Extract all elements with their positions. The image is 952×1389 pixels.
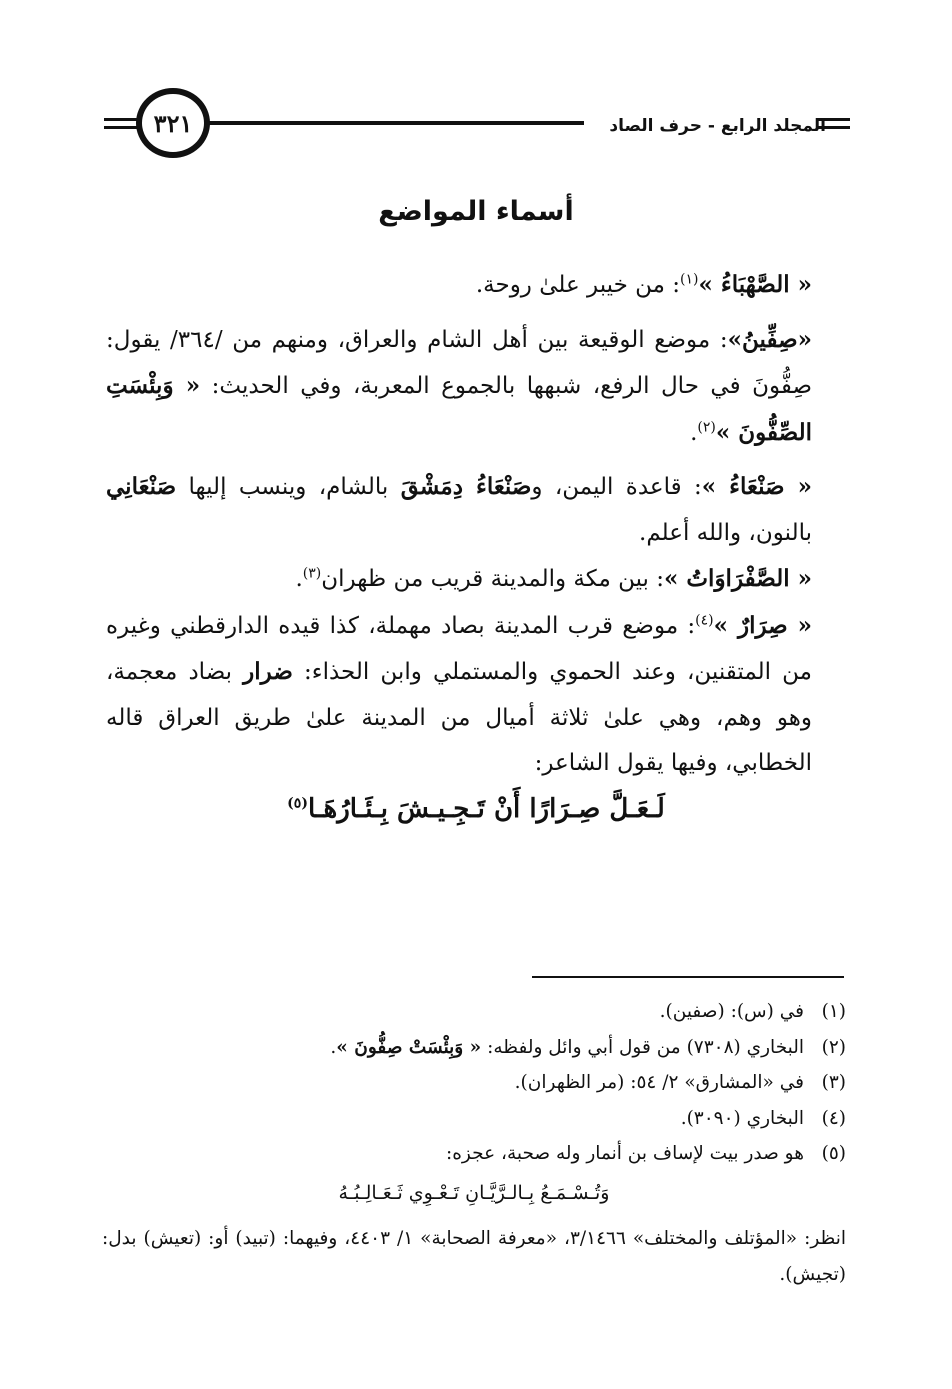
- page-number: ٣٢١: [136, 88, 210, 158]
- footnote-item: (٣)في «المشارق» ٢/ ٥٤: (مر الظهران).: [514, 1072, 846, 1093]
- entry-term: «صِفِّينُ»: [727, 325, 812, 353]
- header-rule-center: [204, 121, 584, 125]
- footnote-separator: [532, 976, 844, 978]
- entry-sirar: « صِرَارٌ »$^{(٤)}$: موضع قرب المدينة بصاد مهملة، كذا قيده الدارقطني وغيره من المتقنين، وعند الحموي والمستملي وابن الحذاء: ضرار بضاد معجمة، وهو وهم، وهي علىٰ ثلاثة أميال من المدينة علىٰ طريق العراق قاله الخطابي، وفيها يقول الشاعر:: [106, 611, 813, 776]
- entry-term: « الصَّفْرَاوَاتُ »: [664, 565, 812, 592]
- page-header: [0, 88, 952, 158]
- hadith-quote: « وَبِئْسَتِ الصِّفُّونَ »: [106, 372, 812, 446]
- footnote-ref[interactable]: (٢): [697, 418, 716, 435]
- entry-siffin: «صِفِّينُ»: موضع الوقيعة بين أهل الشام والعراق، ومنهم من /٣٦٤/ يقول: صِفُّونَ في حال الرفع، شبهها بالجموع المعربة، وفي الحديث: « وَبِئْسَتِ الصِّفُّونَ »$^{(٢)}$.: [106, 325, 813, 446]
- footnote-ref[interactable]: (٥): [287, 794, 308, 811]
- main-text: [106, 262, 846, 832]
- section-title: أسماء المواضع: [378, 196, 574, 227]
- footnote-ref[interactable]: (٣): [302, 565, 322, 582]
- footnote-item: (٢)البخاري (٧٣٠٨) من قول أبي وائل ولفظه: « وَبِئْسَتْ صِفُّونَ ».: [330, 1036, 846, 1058]
- footnote-item: (١)في (س): (صفين).: [659, 1001, 846, 1022]
- entry-term: « صَنْعَاءُ »: [701, 473, 812, 500]
- entry-safrawat: « الصَّفْرَاوَاتُ »: بين مكة والمدينة قريب من ظهران$^{(٣)}$.: [295, 565, 812, 592]
- footnote-ref[interactable]: (٤): [695, 611, 714, 628]
- entry-term: « صِرَارٌ »: [713, 611, 813, 639]
- footnotes: [102, 994, 846, 1292]
- footnote-item: (٥)هو صدر بيت لإساف بن أنمار وله صحبة، عجزه:: [446, 1143, 846, 1164]
- footnote-ref[interactable]: (١): [680, 271, 699, 288]
- footnote-item: (٤)البخاري (٣٠٩٠).: [680, 1107, 846, 1129]
- entry-sanaa: « صَنْعَاءُ »: قاعدة اليمن، وصَنْعَاءُ دِمَشْقَ بالشام، وينسب إليها صَنْعَانِي بالنون، والله أعلم.: [106, 473, 812, 546]
- entry-term: « الصَّهْبَاءُ »: [698, 271, 812, 298]
- entry-sahba: « الصَّهْبَاءُ »$^{(١)}$: من خيبر علىٰ روحة.: [475, 271, 812, 298]
- poem-verse: لَـعَـلَّ صِـرَارًا أَنْ تَـجِـيـشَ بِـئَـارُهَـا$^{(٥)}$: [287, 793, 665, 824]
- footnote-continuation: انظر: «المؤتلف والمختلف» ٣/١٤٦٦، «معرفة الصحابة» ١/ ٤٤٠٣، وفيهما: (تبيد) أو: (تعيش) بدل: (تجيش).: [102, 1228, 847, 1285]
- running-head: المجلد الرابع - حرف الصاد: [609, 116, 826, 136]
- footnote-verse: وَتُـسْـمَـعُ بِـالـرَّيَّـانِ تَـعْـوِي ثَـعَـالِـبُـهُ: [338, 1181, 610, 1204]
